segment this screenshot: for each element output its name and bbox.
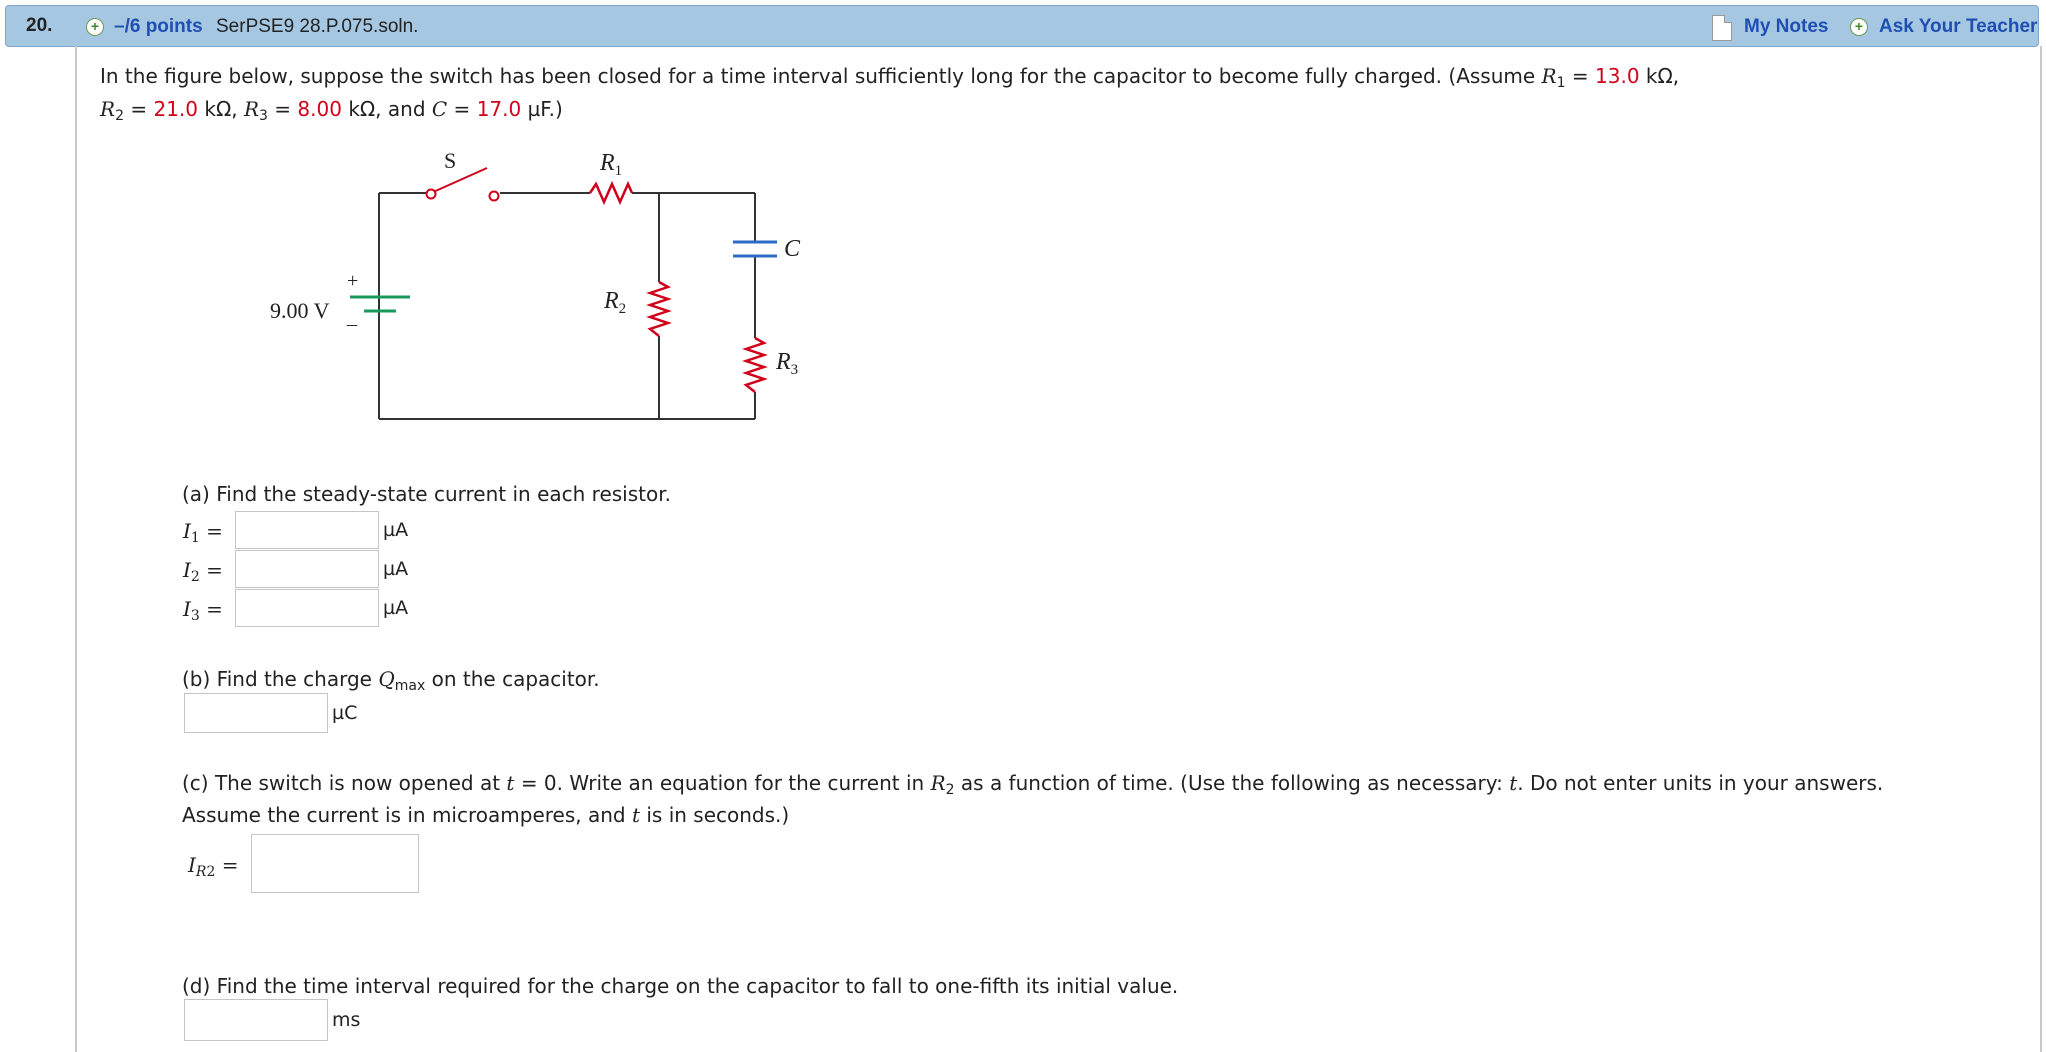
switch-contact-left [427, 190, 436, 199]
i3-input[interactable] [235, 589, 379, 627]
r2-value: 21.0 [153, 97, 198, 121]
r1-symbol: R [1541, 64, 1557, 88]
r3-symbol: R [243, 97, 260, 121]
ir2-label: $I_{R2}$ = [188, 853, 239, 880]
i2-input[interactable] [235, 550, 379, 588]
r2-unit: kΩ, [204, 97, 238, 121]
r1-resistor [590, 184, 632, 202]
i3-unit: µA [383, 597, 409, 619]
question-number: 20. [26, 15, 53, 36]
i1-label: $I_1$ = [183, 519, 223, 546]
battery-label: 9.00 V [270, 298, 330, 323]
qmax-unit: µC [332, 702, 358, 724]
i3-label: $I_3$ = [183, 597, 223, 624]
r1-value: 13.0 [1595, 64, 1640, 88]
ir2-equation-input[interactable] [251, 834, 419, 893]
points-label: –/6 points [114, 16, 203, 37]
expand-plus-icon[interactable]: + [86, 18, 104, 36]
ask-teacher-plus-icon[interactable]: + [1850, 18, 1868, 36]
r1-unit: kΩ, [1645, 64, 1680, 88]
time-interval-unit: ms [332, 1009, 361, 1031]
r2-symbol: R [100, 97, 116, 121]
r1-label: $R_1$ [600, 150, 623, 179]
r3-unit: kΩ, and [348, 97, 426, 121]
problem-intro: In the figure below, suppose the switch has been closed for a time interval sufficiently long for the capacitor to become fully charged. (Assume [100, 64, 1536, 88]
part-c-prompt-line-2: Assume the current is in microamperes, and t is in seconds.) [182, 803, 790, 827]
switch-contact-right [490, 192, 499, 201]
switch-lever [431, 168, 487, 193]
switch-label: S [444, 148, 457, 173]
r2-label: $R_2$ [604, 288, 627, 317]
c-unit: µF.) [527, 97, 563, 121]
r3-value: 8.00 [297, 97, 342, 121]
question-id: SerPSE9 28.P.075.soln. [216, 16, 419, 37]
my-notes-link[interactable]: My Notes [1744, 16, 1829, 37]
r2-subscript: 2 [115, 108, 124, 124]
i1-unit: µA [383, 519, 409, 541]
part-d-prompt: (d) Find the time interval required for the charge on the capacitor to fall to one-fifth its initial value. [182, 974, 1179, 998]
battery-minus: – [347, 313, 357, 335]
i2-label: $I_2$ = [183, 558, 223, 585]
r3-resistor [746, 338, 764, 392]
i1-input[interactable] [235, 511, 379, 549]
r3-label: $R_3$ [776, 349, 799, 378]
part-b-prompt: (b) Find the charge $Q_{max}$ on the capacitor. [182, 667, 600, 694]
r1-subscript: 1 [1556, 75, 1566, 91]
part-a-prompt: (a) Find the steady-state current in each resistor. [182, 482, 671, 506]
c-label: C [784, 236, 801, 262]
r2-resistor [650, 282, 668, 336]
i2-unit: µA [383, 558, 409, 580]
ask-your-teacher-link[interactable]: Ask Your Teacher [1879, 16, 2038, 37]
c-symbol: C [431, 97, 448, 121]
r3-subscript: 3 [259, 108, 268, 124]
qmax-input[interactable] [184, 693, 328, 733]
battery-plus: + [347, 270, 359, 292]
problem-line-2: $R_2 = 21.0$ kΩ, $R_3 = 8.00$ kΩ, and C = 17.0 µF.) [100, 97, 563, 124]
problem-line-1: In the figure below, suppose the switch has been closed for a time interval sufficiently long for the capacitor to become fully charged. (Assume $R_1 = 13.0$ kΩ, [100, 64, 1680, 91]
c-value: 17.0 [476, 97, 522, 121]
time-interval-input[interactable] [184, 999, 328, 1041]
part-c-prompt-line-1: (c) The switch is now opened at t = 0. Write an equation for the current in $R_2$ as a function of time. (Use the following as necessary: t. Do not enter units in your answers. [182, 771, 1884, 798]
